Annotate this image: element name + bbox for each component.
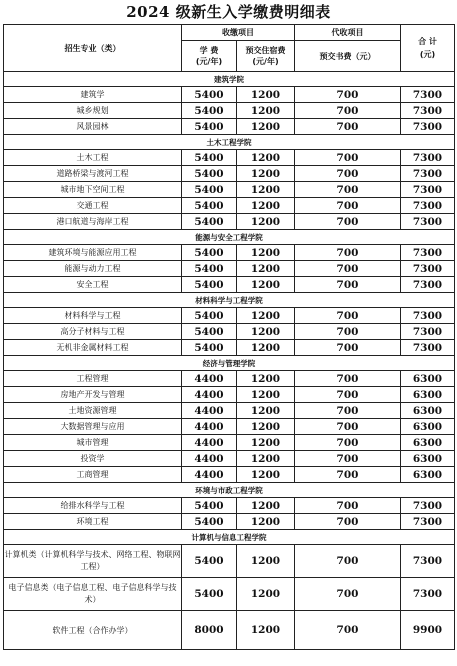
- tuition-value: 4400: [182, 451, 237, 467]
- total-value: 7300: [401, 166, 455, 182]
- total-value: 6300: [401, 371, 455, 387]
- books-value: 700: [295, 340, 401, 356]
- major-row: [4, 403, 455, 419]
- books-value: 700: [295, 150, 401, 166]
- major-row: [4, 435, 455, 451]
- major-row: [4, 545, 455, 578]
- major-name: 软件工程（合作办学）: [4, 611, 182, 650]
- total-value: 6300: [401, 467, 455, 483]
- total-unit: (元): [419, 50, 436, 59]
- dorm-value: 1200: [237, 371, 295, 387]
- header-row-1: [4, 25, 455, 41]
- total-value: 6300: [401, 451, 455, 467]
- books-value: 700: [295, 214, 401, 230]
- books-value: 700: [295, 435, 401, 451]
- major-name: 计算机类（计算机科学与技术、网络工程、物联网工程）: [4, 545, 182, 578]
- books-value: 700: [295, 87, 401, 103]
- major-row: [4, 451, 455, 467]
- dorm-value: 1200: [237, 150, 295, 166]
- major-row: [4, 514, 455, 530]
- dorm-value: 1200: [237, 467, 295, 483]
- dorm-value: 1200: [237, 403, 295, 419]
- books-column-header: 预交书费（元）: [295, 41, 401, 72]
- college-name: 经济与管理学院: [4, 356, 455, 371]
- books-value: 700: [295, 198, 401, 214]
- books-value: 700: [295, 261, 401, 277]
- dorm-column-header: [237, 41, 295, 72]
- dorm-value: 1200: [237, 277, 295, 293]
- books-value: 700: [295, 387, 401, 403]
- total-value: 7300: [401, 545, 455, 578]
- major-row: [4, 308, 455, 324]
- tuition-value: 5400: [182, 324, 237, 340]
- major-name: 交通工程: [4, 198, 182, 214]
- major-row: [4, 198, 455, 214]
- dorm-value: 1200: [237, 545, 295, 578]
- tuition-value: 5400: [182, 103, 237, 119]
- tuition-value: 8000: [182, 611, 237, 650]
- tuition-column-header: [182, 41, 237, 72]
- total-value: 9900: [401, 611, 455, 650]
- books-value: 700: [295, 277, 401, 293]
- dorm-value: 1200: [237, 514, 295, 530]
- major-name: 城市管理: [4, 435, 182, 451]
- page-title: 2024 级新生入学缴费明细表: [126, 3, 331, 21]
- college-name: 环境与市政工程学院: [4, 483, 455, 498]
- total-value: 6300: [401, 387, 455, 403]
- books-value: 700: [295, 103, 401, 119]
- major-name: 房地产开发与管理: [4, 387, 182, 403]
- major-row: [4, 371, 455, 387]
- books-value: 700: [295, 403, 401, 419]
- tuition-value: 5400: [182, 498, 237, 514]
- major-name: 环境工程: [4, 514, 182, 530]
- total-value: 7300: [401, 308, 455, 324]
- tuition-value: 5400: [182, 578, 237, 611]
- dorm-value: 1200: [237, 308, 295, 324]
- tuition-value: 5400: [182, 340, 237, 356]
- college-name: 建筑学院: [4, 72, 455, 87]
- tuition-value: 5400: [182, 277, 237, 293]
- books-value: 700: [295, 545, 401, 578]
- major-row: [4, 324, 455, 340]
- books-value: 700: [295, 451, 401, 467]
- books-value: 700: [295, 119, 401, 135]
- dorm-value: 1200: [237, 419, 295, 435]
- major-name: 高分子材料与工程: [4, 324, 182, 340]
- major-name: 安全工程: [4, 277, 182, 293]
- collect-group-header: 收缴项目: [182, 25, 295, 41]
- tuition-value: 4400: [182, 419, 237, 435]
- major-name: 建筑学: [4, 87, 182, 103]
- tuition-value: 5400: [182, 150, 237, 166]
- major-row: [4, 182, 455, 198]
- college-name: 土木工程学院: [4, 135, 455, 150]
- major-column-header: 招生专业（类）: [4, 25, 182, 72]
- tuition-value: 4400: [182, 467, 237, 483]
- total-value: 7300: [401, 87, 455, 103]
- major-row: [4, 498, 455, 514]
- books-value: 700: [295, 467, 401, 483]
- tuition-value: 5400: [182, 182, 237, 198]
- proxy-group-header: 代收项目: [295, 25, 401, 41]
- total-value: 7300: [401, 277, 455, 293]
- major-name: 无机非金属材料工程: [4, 340, 182, 356]
- tuition-value: 5400: [182, 214, 237, 230]
- tuition-label: 学 费: [199, 46, 219, 55]
- major-name: 土木工程: [4, 150, 182, 166]
- major-row: [4, 119, 455, 135]
- total-value: 6300: [401, 435, 455, 451]
- major-name: 给排水科学与工程: [4, 498, 182, 514]
- major-row: [4, 261, 455, 277]
- major-name: 材料科学与工程: [4, 308, 182, 324]
- college-row: [4, 293, 455, 308]
- total-value: 7300: [401, 182, 455, 198]
- total-value: 6300: [401, 403, 455, 419]
- total-value: 7300: [401, 150, 455, 166]
- dorm-value: 1200: [237, 214, 295, 230]
- major-row: [4, 419, 455, 435]
- major-name: 城乡规划: [4, 103, 182, 119]
- major-name: 工商管理: [4, 467, 182, 483]
- major-row: [4, 611, 455, 650]
- tuition-value: 5400: [182, 261, 237, 277]
- major-name: 能源与动力工程: [4, 261, 182, 277]
- total-value: 6300: [401, 419, 455, 435]
- tuition-value: 4400: [182, 403, 237, 419]
- total-label: 合 计: [418, 37, 437, 46]
- college-row: [4, 135, 455, 150]
- dorm-value: 1200: [237, 261, 295, 277]
- books-value: 700: [295, 324, 401, 340]
- total-value: 7300: [401, 578, 455, 611]
- major-row: [4, 277, 455, 293]
- dorm-label: 预交住宿费: [245, 46, 286, 55]
- fee-table: [3, 24, 455, 650]
- total-value: 7300: [401, 245, 455, 261]
- dorm-value: 1200: [237, 324, 295, 340]
- total-column-header: [401, 25, 455, 72]
- tuition-value: 4400: [182, 371, 237, 387]
- books-value: 700: [295, 308, 401, 324]
- dorm-value: 1200: [237, 387, 295, 403]
- major-name: 工程管理: [4, 371, 182, 387]
- tuition-value: 5400: [182, 87, 237, 103]
- major-name: 港口航道与海岸工程: [4, 214, 182, 230]
- total-value: 7300: [401, 514, 455, 530]
- tuition-value: 5400: [182, 119, 237, 135]
- total-value: 7300: [401, 198, 455, 214]
- major-row: [4, 245, 455, 261]
- college-row: [4, 230, 455, 245]
- college-name: 材料科学与工程学院: [4, 293, 455, 308]
- dorm-unit: (元/年): [252, 57, 279, 66]
- major-row: [4, 340, 455, 356]
- dorm-value: 1200: [237, 245, 295, 261]
- tuition-value: 4400: [182, 387, 237, 403]
- major-name: 建筑环境与能源应用工程: [4, 245, 182, 261]
- major-name: 风景园林: [4, 119, 182, 135]
- college-row: [4, 356, 455, 371]
- dorm-value: 1200: [237, 119, 295, 135]
- major-name: 城市地下空间工程: [4, 182, 182, 198]
- college-name: 能源与安全工程学院: [4, 230, 455, 245]
- books-value: 700: [295, 419, 401, 435]
- dorm-value: 1200: [237, 166, 295, 182]
- books-value: 700: [295, 611, 401, 650]
- dorm-value: 1200: [237, 578, 295, 611]
- major-row: [4, 87, 455, 103]
- college-row: [4, 483, 455, 498]
- major-row: [4, 578, 455, 611]
- total-value: 7300: [401, 324, 455, 340]
- books-value: 700: [295, 166, 401, 182]
- tuition-value: 5400: [182, 545, 237, 578]
- dorm-value: 1200: [237, 87, 295, 103]
- tuition-value: 4400: [182, 435, 237, 451]
- books-value: 700: [295, 245, 401, 261]
- major-row: [4, 150, 455, 166]
- dorm-value: 1200: [237, 198, 295, 214]
- dorm-value: 1200: [237, 435, 295, 451]
- major-name: 电子信息类（电子信息工程、电子信息科学与技术）: [4, 578, 182, 611]
- major-row: [4, 103, 455, 119]
- dorm-value: 1200: [237, 451, 295, 467]
- books-value: 700: [295, 498, 401, 514]
- dorm-value: 1200: [237, 103, 295, 119]
- dorm-value: 1200: [237, 340, 295, 356]
- tuition-value: 5400: [182, 198, 237, 214]
- books-value: 700: [295, 578, 401, 611]
- college-row: [4, 72, 455, 87]
- books-value: 700: [295, 514, 401, 530]
- total-value: 7300: [401, 340, 455, 356]
- total-value: 7300: [401, 498, 455, 514]
- tuition-value: 5400: [182, 245, 237, 261]
- total-value: 7300: [401, 261, 455, 277]
- major-name: 土地资源管理: [4, 403, 182, 419]
- college-name: 计算机与信息工程学院: [4, 530, 455, 545]
- total-value: 7300: [401, 103, 455, 119]
- books-value: 700: [295, 371, 401, 387]
- dorm-value: 1200: [237, 498, 295, 514]
- major-row: [4, 467, 455, 483]
- major-name: 大数据管理与应用: [4, 419, 182, 435]
- tuition-unit: (元/年): [195, 57, 223, 66]
- books-value: 700: [295, 182, 401, 198]
- dorm-value: 1200: [237, 182, 295, 198]
- major-name: 道路桥梁与渡河工程: [4, 166, 182, 182]
- total-value: 7300: [401, 119, 455, 135]
- major-row: [4, 214, 455, 230]
- total-value: 7300: [401, 214, 455, 230]
- tuition-value: 5400: [182, 166, 237, 182]
- tuition-value: 5400: [182, 514, 237, 530]
- tuition-value: 5400: [182, 308, 237, 324]
- dorm-value: 1200: [237, 611, 295, 650]
- major-name: 投资学: [4, 451, 182, 467]
- college-row: [4, 530, 455, 545]
- major-row: [4, 166, 455, 182]
- major-row: [4, 387, 455, 403]
